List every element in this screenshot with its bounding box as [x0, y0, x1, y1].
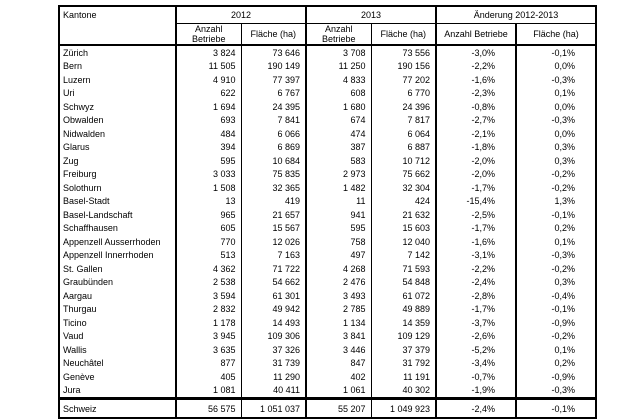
column-group-2013: 2013 — [306, 6, 436, 24]
table-row — [59, 87, 596, 101]
value-cell: 109 129 — [371, 330, 436, 344]
canton-name-cell: Zug — [63, 155, 79, 166]
value-cell: 7 841 — [241, 114, 306, 128]
table-row — [59, 384, 596, 399]
canton-name-cell: Uri — [63, 88, 75, 99]
value-cell: 31 792 — [371, 357, 436, 371]
canton-name-cell: Thurgau — [63, 304, 97, 315]
value-cell: -2,6% — [436, 330, 516, 344]
value-cell: 1 178 — [176, 316, 241, 330]
value-cell: 2 785 — [306, 303, 371, 317]
canton-name-cell: Ticino — [63, 317, 87, 328]
value-cell: 24 396 — [371, 100, 436, 114]
value-cell: 965 — [176, 208, 241, 222]
canton-name-cell: Schaffhausen — [63, 223, 118, 234]
value-cell: -1,6% — [436, 73, 516, 87]
value-cell: 758 — [306, 235, 371, 249]
table-row — [59, 303, 596, 317]
value-cell: 497 — [306, 249, 371, 263]
value-cell: 1 134 — [306, 316, 371, 330]
value-cell: 0,1% — [516, 87, 596, 101]
canton-name-cell: Aargau — [63, 290, 93, 301]
value-cell: -1,7% — [436, 303, 516, 317]
canton-name-cell: Zürich — [63, 47, 89, 58]
value-cell: -0,2% — [516, 330, 596, 344]
value-cell: 941 — [306, 208, 371, 222]
value-cell: 0,2% — [516, 222, 596, 236]
value-cell: 11 290 — [241, 370, 306, 384]
value-cell: 6 770 — [371, 87, 436, 101]
column-header-2012-flaeche: Fläche (ha) — [241, 24, 306, 46]
value-cell: -5,2% — [436, 343, 516, 357]
canton-name-cell: Jura — [63, 385, 81, 396]
value-cell: 10 712 — [371, 154, 436, 168]
value-cell: 61 072 — [371, 289, 436, 303]
table-row — [59, 222, 596, 236]
canton-name-cell: Vaud — [63, 331, 84, 342]
value-cell: 484 — [176, 127, 241, 141]
value-cell: -3,4% — [436, 357, 516, 371]
value-cell: 37 326 — [241, 343, 306, 357]
table-row — [59, 45, 596, 60]
value-cell: 0,1% — [516, 343, 596, 357]
value-cell: 0,3% — [516, 141, 596, 155]
value-cell: -0,2% — [516, 181, 596, 195]
value-cell: -2,2% — [436, 60, 516, 74]
value-cell: 49 942 — [241, 303, 306, 317]
value-cell: 674 — [306, 114, 371, 128]
value-cell: 877 — [176, 357, 241, 371]
value-cell: 770 — [176, 235, 241, 249]
table-row — [59, 60, 596, 74]
table-row — [59, 343, 596, 357]
value-cell: 12 026 — [241, 235, 306, 249]
canton-name-cell: Wallis — [63, 344, 87, 355]
value-cell: 11 — [306, 195, 371, 209]
total-2012-betriebe: 56 575 — [176, 399, 241, 419]
value-cell: 2 538 — [176, 276, 241, 290]
canton-statistics-table — [58, 5, 597, 419]
column-header-aenderung-betriebe: Anzahl Betriebe — [436, 24, 516, 46]
total-label: Schweiz — [59, 399, 176, 419]
value-cell: -0,3% — [516, 249, 596, 263]
canton-name-cell: Appenzell Ausserrhoden — [63, 236, 161, 247]
value-cell: 11 505 — [176, 60, 241, 74]
value-cell: 15 603 — [371, 222, 436, 236]
value-cell: -15,4% — [436, 195, 516, 209]
table-row — [59, 195, 596, 209]
value-cell: 32 365 — [241, 181, 306, 195]
value-cell: 40 302 — [371, 384, 436, 399]
value-cell: -3,7% — [436, 316, 516, 330]
value-cell: 11 250 — [306, 60, 371, 74]
value-cell: 73 646 — [241, 45, 306, 60]
value-cell: 7 142 — [371, 249, 436, 263]
value-cell: -2,7% — [436, 114, 516, 128]
column-group-aenderung: Änderung 2012-2013 — [436, 6, 596, 24]
value-cell: 54 848 — [371, 276, 436, 290]
value-cell: 2 973 — [306, 168, 371, 182]
value-cell: -1,9% — [436, 384, 516, 399]
value-cell: 15 567 — [241, 222, 306, 236]
total-2012-flaeche: 1 051 037 — [241, 399, 306, 419]
value-cell: 1,3% — [516, 195, 596, 209]
value-cell: 424 — [371, 195, 436, 209]
value-cell: 109 306 — [241, 330, 306, 344]
value-cell: -1,7% — [436, 181, 516, 195]
value-cell: 3 033 — [176, 168, 241, 182]
value-cell: -2,1% — [436, 127, 516, 141]
value-cell: 71 722 — [241, 262, 306, 276]
table-header — [59, 6, 596, 45]
table-row — [59, 370, 596, 384]
value-cell: 14 359 — [371, 316, 436, 330]
value-cell: 387 — [306, 141, 371, 155]
year-header-row — [59, 6, 596, 24]
value-cell: 608 — [306, 87, 371, 101]
value-cell: -0,9% — [516, 370, 596, 384]
table-row — [59, 154, 596, 168]
value-cell: -3,0% — [436, 45, 516, 60]
table-row — [59, 289, 596, 303]
value-cell: 24 395 — [241, 100, 306, 114]
table-row — [59, 168, 596, 182]
value-cell: 3 841 — [306, 330, 371, 344]
value-cell: 1 081 — [176, 384, 241, 399]
value-cell: 190 156 — [371, 60, 436, 74]
value-cell: 583 — [306, 154, 371, 168]
value-cell: 77 397 — [241, 73, 306, 87]
total-2013-betriebe: 55 207 — [306, 399, 371, 419]
table-row — [59, 141, 596, 155]
value-cell: 3 635 — [176, 343, 241, 357]
table-body — [59, 45, 596, 399]
value-cell: 75 662 — [371, 168, 436, 182]
value-cell: 3 824 — [176, 45, 241, 60]
value-cell: 54 662 — [241, 276, 306, 290]
value-cell: 1 508 — [176, 181, 241, 195]
value-cell: 3 945 — [176, 330, 241, 344]
canton-name-cell: Appenzell Innerrhoden — [63, 250, 154, 261]
table-row — [59, 249, 596, 263]
value-cell: 0,0% — [516, 100, 596, 114]
value-cell: -0,2% — [516, 168, 596, 182]
value-cell: 3 493 — [306, 289, 371, 303]
canton-name-cell: St. Gallen — [63, 263, 103, 274]
table-row — [59, 127, 596, 141]
value-cell: 10 684 — [241, 154, 306, 168]
total-row — [59, 399, 596, 419]
value-cell: -1,8% — [436, 141, 516, 155]
table-row — [59, 316, 596, 330]
value-cell: 7 163 — [241, 249, 306, 263]
value-cell: 4 362 — [176, 262, 241, 276]
value-cell: -0,3% — [516, 73, 596, 87]
canton-name-cell: Graubünden — [63, 277, 114, 288]
value-cell: -2,0% — [436, 168, 516, 182]
value-cell: 419 — [241, 195, 306, 209]
value-cell: -2,4% — [436, 276, 516, 290]
value-cell: 12 040 — [371, 235, 436, 249]
value-cell: 4 833 — [306, 73, 371, 87]
value-cell: 75 835 — [241, 168, 306, 182]
table-row — [59, 357, 596, 371]
column-header-kantone: Kantone — [59, 6, 176, 45]
value-cell: 49 889 — [371, 303, 436, 317]
column-group-2012: 2012 — [176, 6, 306, 24]
table-row — [59, 235, 596, 249]
value-cell: 11 191 — [371, 370, 436, 384]
value-cell: 693 — [176, 114, 241, 128]
canton-name-cell: Schwyz — [63, 101, 95, 112]
value-cell: 394 — [176, 141, 241, 155]
value-cell: 4 910 — [176, 73, 241, 87]
value-cell: 32 304 — [371, 181, 436, 195]
column-header-2013-flaeche: Fläche (ha) — [371, 24, 436, 46]
table-row — [59, 262, 596, 276]
value-cell: 0,1% — [516, 235, 596, 249]
canton-name-cell: Obwalden — [63, 115, 104, 126]
value-cell: 0,2% — [516, 357, 596, 371]
value-cell: 61 301 — [241, 289, 306, 303]
value-cell: 21 632 — [371, 208, 436, 222]
canton-name-cell: Glarus — [63, 142, 90, 153]
table-row — [59, 73, 596, 87]
value-cell: 71 593 — [371, 262, 436, 276]
value-cell: 6 767 — [241, 87, 306, 101]
value-cell: -2,2% — [436, 262, 516, 276]
value-cell: 1 061 — [306, 384, 371, 399]
value-cell: 474 — [306, 127, 371, 141]
value-cell: 405 — [176, 370, 241, 384]
value-cell: -0,3% — [516, 114, 596, 128]
value-cell: 6 064 — [371, 127, 436, 141]
value-cell: 37 379 — [371, 343, 436, 357]
value-cell: -0,9% — [516, 316, 596, 330]
value-cell: 31 739 — [241, 357, 306, 371]
value-cell: 605 — [176, 222, 241, 236]
value-cell: -0,1% — [516, 45, 596, 60]
column-header-aenderung-flaeche: Fläche (ha) — [516, 24, 596, 46]
canton-name-cell: Basel-Landschaft — [63, 209, 133, 220]
value-cell: 7 817 — [371, 114, 436, 128]
canton-name-cell: Luzern — [63, 74, 91, 85]
value-cell: 847 — [306, 357, 371, 371]
table-row — [59, 100, 596, 114]
value-cell: -0,1% — [516, 208, 596, 222]
value-cell: -0,1% — [516, 303, 596, 317]
value-cell: 3 446 — [306, 343, 371, 357]
value-cell: -2,0% — [436, 154, 516, 168]
canton-name-cell: Freiburg — [63, 169, 97, 180]
total-aenderung-betriebe: -2,4% — [436, 399, 516, 419]
table-footer — [59, 399, 596, 419]
value-cell: 4 268 — [306, 262, 371, 276]
value-cell: -3,1% — [436, 249, 516, 263]
value-cell: -0,8% — [436, 100, 516, 114]
value-cell: 622 — [176, 87, 241, 101]
value-cell: 6 869 — [241, 141, 306, 155]
value-cell: -2,5% — [436, 208, 516, 222]
canton-name-cell: Solothurn — [63, 182, 102, 193]
table-row — [59, 330, 596, 344]
total-2013-flaeche: 1 049 923 — [371, 399, 436, 419]
value-cell: 2 832 — [176, 303, 241, 317]
value-cell: 77 202 — [371, 73, 436, 87]
value-cell: 6 887 — [371, 141, 436, 155]
canton-name-cell: Neuchâtel — [63, 358, 104, 369]
value-cell: 0,3% — [516, 276, 596, 290]
value-cell: 2 476 — [306, 276, 371, 290]
column-header-2012-betriebe: Anzahl Betriebe — [176, 24, 241, 46]
value-cell: 1 482 — [306, 181, 371, 195]
value-cell: 0,0% — [516, 60, 596, 74]
value-cell: -1,6% — [436, 235, 516, 249]
value-cell: -2,8% — [436, 289, 516, 303]
value-cell: -2,3% — [436, 87, 516, 101]
column-header-2013-betriebe: Anzahl Betriebe — [306, 24, 371, 46]
canton-name-cell: Bern — [63, 61, 83, 72]
value-cell: 6 066 — [241, 127, 306, 141]
value-cell: 3 708 — [306, 45, 371, 60]
table-row — [59, 276, 596, 290]
value-cell: 40 411 — [241, 384, 306, 399]
canton-name-cell: Basel-Stadt — [63, 196, 110, 207]
value-cell: 0,3% — [516, 154, 596, 168]
value-cell: -0,3% — [516, 384, 596, 399]
value-cell: 513 — [176, 249, 241, 263]
value-cell: 1 680 — [306, 100, 371, 114]
value-cell: 402 — [306, 370, 371, 384]
value-cell: 0,0% — [516, 127, 596, 141]
table-row — [59, 114, 596, 128]
value-cell: 14 493 — [241, 316, 306, 330]
canton-name-cell: Nidwalden — [63, 128, 106, 139]
value-cell: -0,4% — [516, 289, 596, 303]
value-cell: -1,7% — [436, 222, 516, 236]
value-cell: 595 — [306, 222, 371, 236]
value-cell: -0,2% — [516, 262, 596, 276]
table-row — [59, 208, 596, 222]
canton-name-cell: Genève — [63, 371, 95, 382]
value-cell: -0,7% — [436, 370, 516, 384]
value-cell: 3 594 — [176, 289, 241, 303]
value-cell: 190 149 — [241, 60, 306, 74]
value-cell: 595 — [176, 154, 241, 168]
value-cell: 1 694 — [176, 100, 241, 114]
table-row — [59, 181, 596, 195]
value-cell: 21 657 — [241, 208, 306, 222]
value-cell: 13 — [176, 195, 241, 209]
value-cell: 73 556 — [371, 45, 436, 60]
total-aenderung-flaeche: -0,1% — [516, 399, 596, 419]
